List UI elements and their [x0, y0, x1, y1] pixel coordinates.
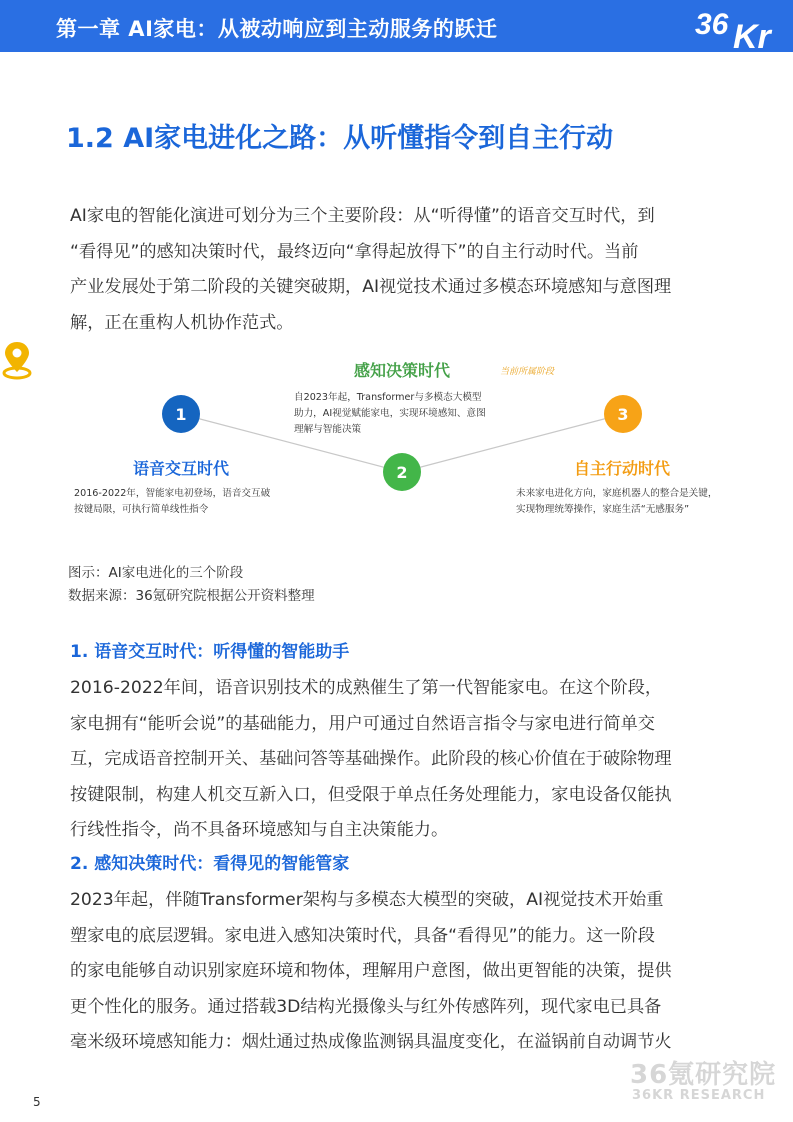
subsection-2-paragraph — [70, 883, 728, 1061]
paragraph-line: 行线性指令，尚不具备环境感知与自主决策能力。 — [70, 820, 449, 840]
stage-3-title: 自主行动时代 — [574, 459, 671, 478]
chapter-header — [0, 0, 793, 52]
paragraph-line: 家电拥有“能听会说”的基础能力，用户可通过自然语言指令与家电进行简单交 — [70, 713, 655, 734]
watermark-chinese: 36氪研究院 — [630, 1060, 777, 1090]
stage-2-node: 2 — [383, 453, 421, 491]
paragraph-line: “看得见”的感知决策时代，最终迈向“拿得起放得下”的自主行动时代。当前 — [70, 241, 639, 262]
paragraph-line: 的家电能够自动识别家庭环境和物体，理解用户意图，做出更智能的决策，提供 — [70, 961, 672, 981]
paragraph-line: 更个性化的服务。通过搭载3D结构光摄像头与红外传感阵列，现代家电已具备 — [70, 996, 662, 1017]
stage-2-description — [294, 390, 526, 438]
paragraph-line: AI家电的智能化演进可划分为三个主要阶段：从“听得懂”的语音交互时代，到 — [70, 206, 655, 226]
desc-line: 按键局限，可执行简单线性指令 — [74, 504, 209, 515]
desc-line: 未来家电进化方向，家庭机器人的整合是关键， — [516, 488, 718, 499]
36kr-logo — [691, 4, 787, 50]
desc-line: 助力，AI视觉赋能家电，实现环境感知、意图 — [294, 408, 486, 419]
watermark-english: 36KR RESEARCH — [632, 1088, 766, 1103]
stage-1-title: 语音交互时代 — [133, 459, 230, 478]
current-stage-label: 当前所属阶段 — [500, 367, 555, 377]
stage-1-description — [74, 486, 314, 518]
figure-source: 数据来源：36氪研究院根据公开资料整理 — [68, 588, 315, 604]
subsection-2-heading: 2. 感知决策时代：看得见的智能管家 — [70, 854, 350, 874]
desc-line: 2016-2022年，智能家电初登场，语音交互破 — [74, 488, 271, 499]
paragraph-line: 产业发展处于第二阶段的关键突破期，AI视觉技术通过多模态环境感知与意图理 — [70, 277, 672, 297]
chapter-title: 第一章 AI家电：从被动响应到主动服务的跃迁 — [56, 17, 498, 41]
stages-diagram — [0, 340, 793, 550]
subsection-1-heading: 1. 语音交互时代：听得懂的智能助手 — [70, 642, 350, 662]
stage-2-title: 感知决策时代 — [354, 361, 451, 380]
svg-text:Kr: Kr — [733, 18, 771, 50]
figure-caption: 图示：AI家电进化的三个阶段 — [68, 565, 244, 581]
paragraph-line: 2016-2022年间，语音识别技术的成熟催生了第一代智能家电。在这个阶段， — [70, 678, 663, 698]
desc-line: 理解与智能决策 — [294, 424, 362, 435]
paragraph-line: 塑家电的底层逻辑。家电进入感知决策时代，具备“看得见”的能力。这一阶段 — [70, 925, 655, 946]
subsection-1-paragraph — [70, 671, 728, 849]
paragraph-line: 2023年起，伴随Transformer架构与多模态大模型的突破，AI视觉技术开始重 — [70, 890, 664, 910]
paragraph-line: 按键限制，构建人机交互新入口，但受限于单点任务处理能力，家电设备仅能执 — [70, 784, 672, 805]
section-title: 1.2 AI家电进化之路：从听懂指令到自主行动 — [66, 123, 614, 154]
paragraph-line: 互，完成语音控制开关、基础问答等基础操作。此阶段的核心价值在于破除物理 — [70, 749, 672, 769]
desc-line: 自2023年起，Transformer与多模态大模型 — [294, 392, 482, 403]
paragraph-line: 毫米级环境感知能力：烟灶通过热成像监测锅具温度变化，在溢锅前自动调节火 — [70, 1032, 672, 1052]
paragraph-line: 解，正在重构人机协作范式。 — [70, 312, 294, 333]
location-pin-icon — [0, 340, 34, 380]
page-number: 5 — [33, 1095, 41, 1109]
svg-text:36: 36 — [695, 8, 729, 41]
intro-paragraph — [70, 199, 728, 341]
stage-1-node: 1 — [162, 395, 200, 433]
stage-3-description — [516, 486, 748, 518]
stage-3-node: 3 — [604, 395, 642, 433]
desc-line: 实现物理统筹操作，家庭生活“无感服务” — [516, 504, 690, 515]
